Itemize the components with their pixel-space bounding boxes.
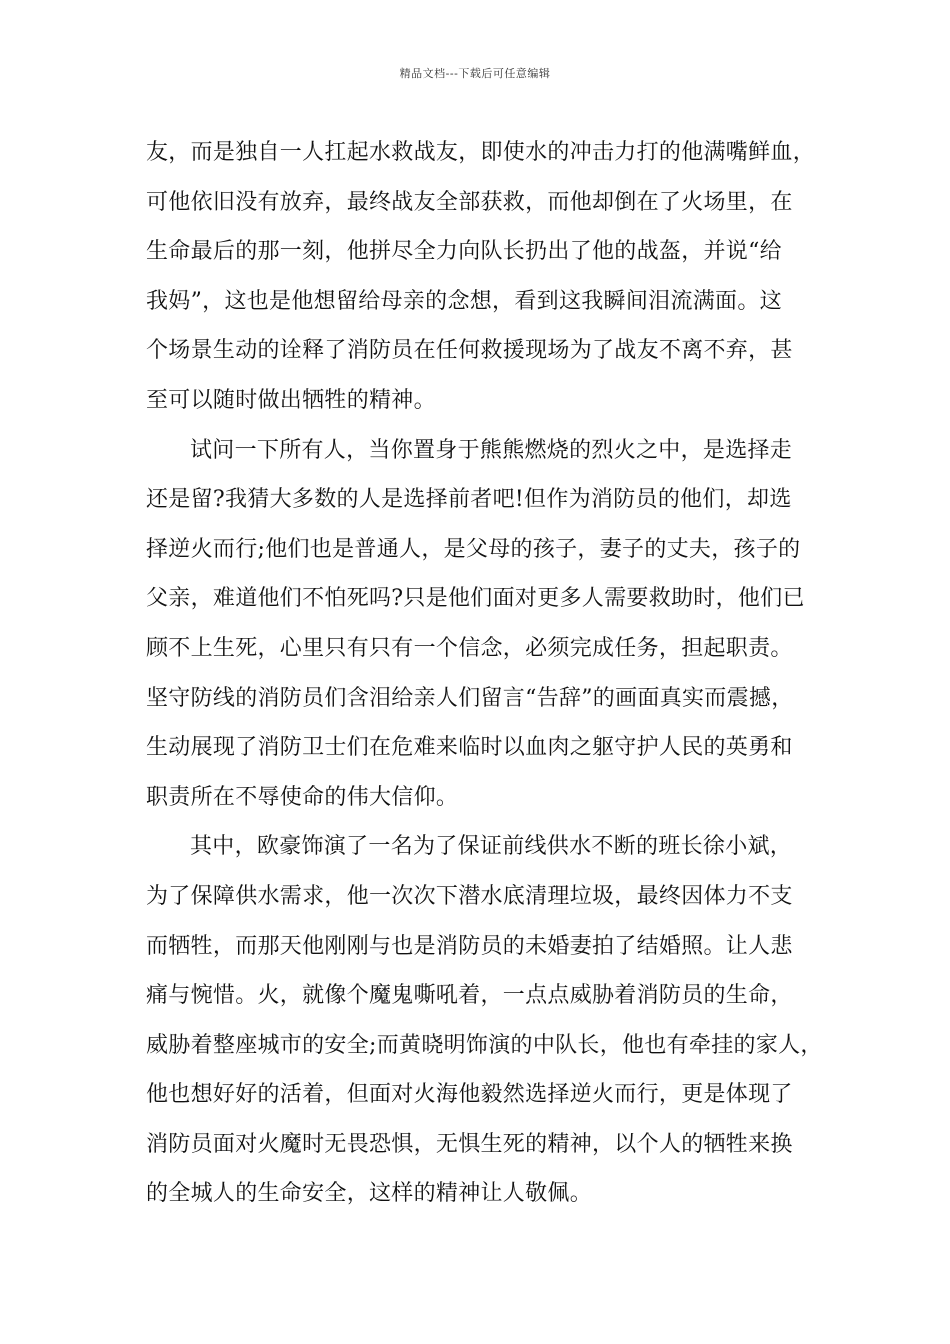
text-line: 其中，欧豪饰演了一名为了保证前线供水不断的班长徐小斌， — [190, 834, 793, 860]
text-line: 生命最后的那一刻，他拼尽全力向队长扔出了他的战盔，并说“给 — [146, 239, 782, 265]
text-line: 还是留?我猜大多数的人是选择前者吧!但作为消防员的他们，却选 — [146, 487, 792, 513]
text-line: 顾不上生死，心里只有只有一个信念，必须完成任务，担起职责。 — [146, 635, 793, 661]
document-body — [146, 128, 828, 1219]
text-line: 消防员面对火魔时无畏恐惧，无惧生死的精神，以个人的牺牲来换 — [146, 1131, 793, 1157]
text-line: 坚守防线的消防员们含泪给亲人们留言“告辞”的画面真实而震撼， — [146, 685, 794, 711]
page-header: 精品文档---下载后可任意编辑 — [399, 67, 551, 80]
text-line: 职责所在不辱使命的伟大信仰。 — [146, 784, 459, 810]
text-line: 的全城人的生命安全，这样的精神让人敬佩。 — [146, 1181, 593, 1207]
text-line: 友，而是独自一人扛起水救战友，即使水的冲击力打的他满嘴鲜血， — [146, 140, 816, 165]
text-line: 为了保障供水需求，他一次次下潜水底清理垃圾，最终因体力不支 — [146, 883, 793, 909]
text-line: 威胁着整座城市的安全;而黄晓明饰演的中队长，他也有牵挂的家人， — [146, 1032, 823, 1058]
text-line: 他也想好好的活着，但面对火海他毅然选择逆火而行，更是体现了 — [146, 1082, 793, 1108]
text-line: 痛与惋惜。火，就像个魔鬼嘶吼着，一点点威胁着消防员的生命， — [146, 983, 793, 1009]
text-line: 生动展现了消防卫士们在危难来临时以血肉之躯守护人民的英勇和 — [146, 735, 793, 761]
paragraph — [146, 822, 828, 1219]
text-line: 个场景生动的诠释了消防员在任何救援现场为了战友不离不弃，甚 — [146, 338, 793, 364]
text-line: 我妈”，这也是他想留给母亲的念想，看到这我瞬间泪流满面。这 — [146, 288, 782, 314]
text-line: 而牺牲，而那天他刚刚与也是消防员的未婚妻拍了结婚照。让人悲 — [146, 933, 793, 959]
paragraph — [146, 426, 828, 823]
text-line: 至可以随时做出牺牲的精神。 — [146, 387, 436, 413]
text-line: 可他依旧没有放弃，最终战友全部获救，而他却倒在了火场里，在 — [146, 189, 793, 215]
text-line: 择逆火而行;他们也是普通人，是父母的孩子，妻子的丈夫，孩子的 — [146, 536, 801, 562]
text-line: 父亲，难道他们不怕死吗?只是他们面对更多人需要救助时，他们已 — [146, 586, 805, 612]
text-line: 试问一下所有人，当你置身于熊熊燃烧的烈火之中，是选择走 — [190, 437, 793, 463]
paragraph — [146, 128, 828, 426]
